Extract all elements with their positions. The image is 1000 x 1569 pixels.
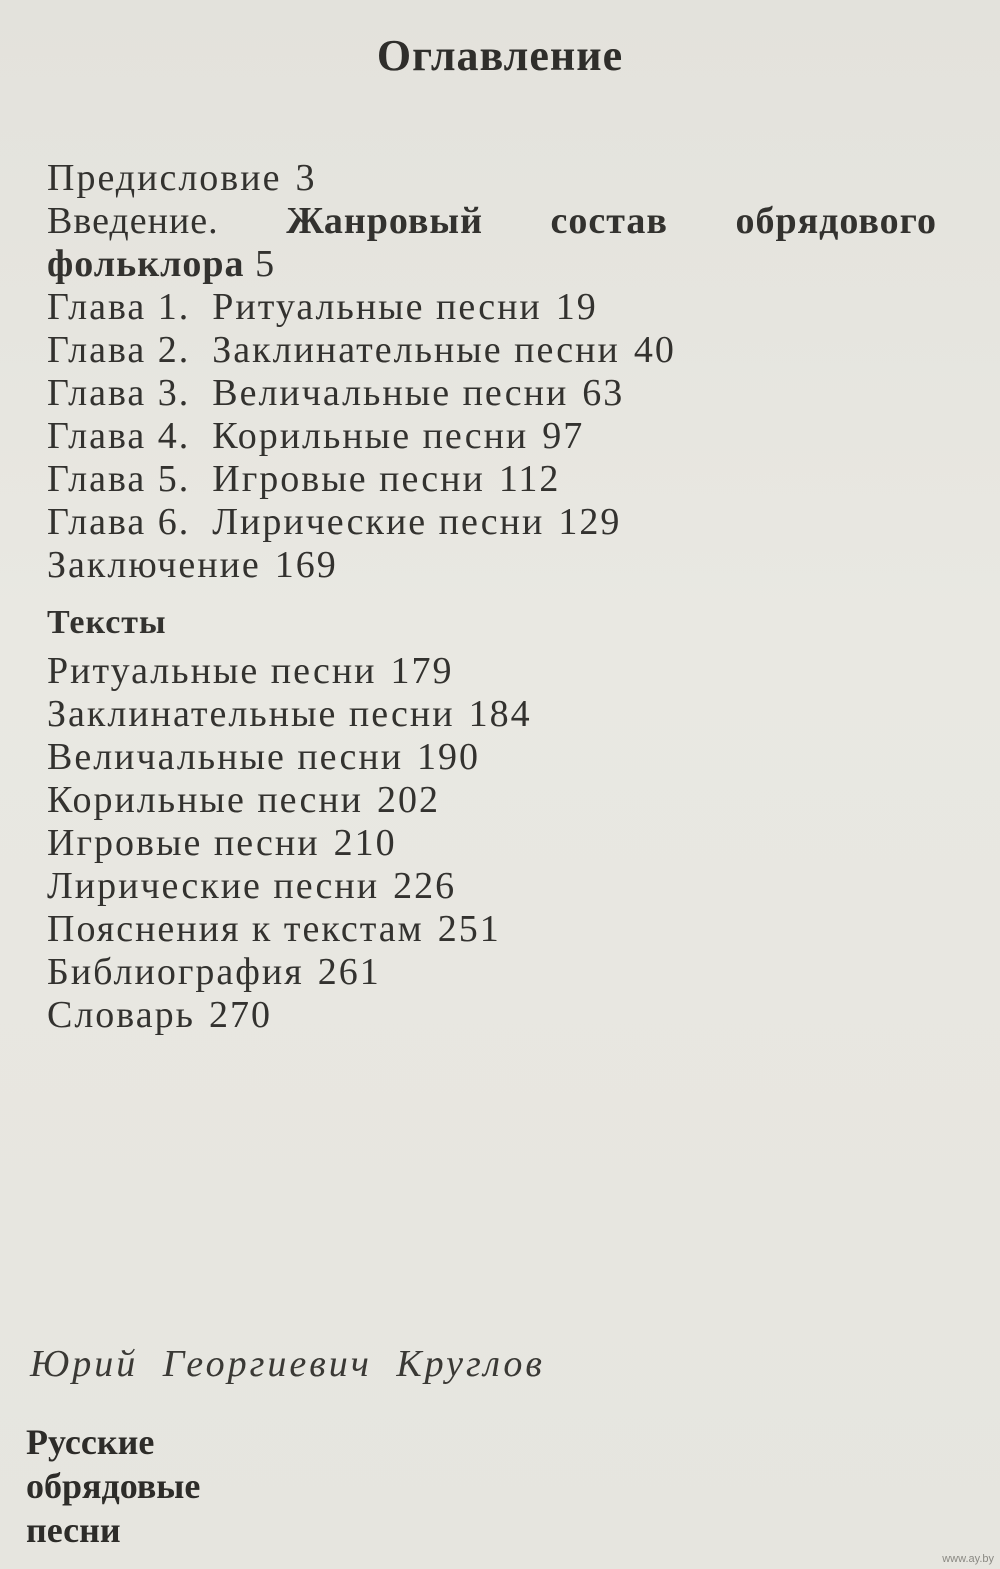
watermark: www.ay.by [942,1553,994,1565]
toc-entry-chapter [47,329,937,372]
toc-entry-chapter [47,286,937,329]
texts-entry [47,779,937,822]
chapter-number: Глава 3. [47,372,191,414]
intro-line2: фольклора [47,243,245,285]
toc-entry-chapter [47,415,937,458]
entry-page: 184 [468,693,532,735]
entry-page: 261 [317,951,381,993]
chapter-number: Глава 6. [47,501,191,543]
texts-heading: Тексты [47,604,167,641]
texts-entry [47,951,937,994]
table-of-contents [47,157,937,1037]
page-title: Оглавление [376,31,624,80]
entry-page: 97 [542,415,585,457]
chapter-list [47,286,937,544]
entry-label: Ритуальные песни [47,650,377,692]
intro-word: Жанровый [286,200,483,242]
texts-list [47,650,937,1037]
texts-entry [47,736,937,779]
book-title-line: обрядовые [26,1466,201,1506]
entry-label: Лирические песни [47,865,380,907]
entry-page: 179 [390,650,454,692]
texts-entry [47,822,937,865]
entry-label: Пояснения к текстам [47,908,424,950]
entry-label: Величальные песни [212,372,569,414]
entry-page: 40 [633,329,676,371]
toc-entry-chapter [47,458,937,501]
texts-entry [47,650,937,693]
entry-label: Ритуальные песни [212,286,542,328]
intro-prefix: Введение. [47,200,219,242]
author-name: Юрий Георгиевич Круглов [30,1343,545,1385]
chapter-number: Глава 5. [47,458,191,500]
entry-label: Заклинательные песни [47,693,455,735]
toc-entry-preface [47,157,937,200]
entry-label: Заклинательные песни [212,329,620,371]
chapter-number: Глава 4. [47,415,191,457]
toc-entry-intro-line1 [47,200,937,243]
entry-label: Игровые песни [212,458,485,500]
book-title-line: Русские [26,1422,155,1462]
book-title-line: песни [26,1510,121,1550]
chapter-number: Глава 1. [47,286,191,328]
entry-page: 202 [377,779,441,821]
entry-label: Игровые песни [47,822,320,864]
toc-entry-intro-line2 [47,243,937,286]
entry-label: Предисловие [47,157,282,199]
toc-entry-conclusion [47,544,937,587]
entry-label: Заключение [47,544,261,586]
texts-entry [47,693,937,736]
entry-page: 270 [208,994,272,1036]
entry-label: Словарь [47,994,195,1036]
entry-page: 169 [274,544,338,586]
texts-entry [47,994,937,1037]
entry-label: Корильные песни [47,779,364,821]
intro-word: обрядового [735,200,937,242]
entry-page: 129 [558,501,622,543]
chapter-number: Глава 2. [47,329,191,371]
entry-page: 226 [393,865,457,907]
entry-page: 5 [255,243,276,285]
book-title [26,1420,200,1552]
toc-entry-chapter [47,372,937,415]
entry-page: 19 [555,286,598,328]
entry-page: 251 [437,908,501,950]
entry-label: Лирические песни [212,501,545,543]
entry-page: 190 [417,736,481,778]
intro-word: состав [550,200,668,242]
entry-label: Корильные песни [212,415,529,457]
toc-entry-chapter [47,501,937,544]
entry-page: 210 [333,822,397,864]
entry-page: 63 [582,372,625,414]
texts-entry [47,865,937,908]
entry-label: Библиография [47,951,304,993]
entry-label: Величальные песни [47,736,404,778]
entry-page: 3 [295,157,317,199]
entry-page: 112 [498,458,561,500]
texts-entry [47,908,937,951]
